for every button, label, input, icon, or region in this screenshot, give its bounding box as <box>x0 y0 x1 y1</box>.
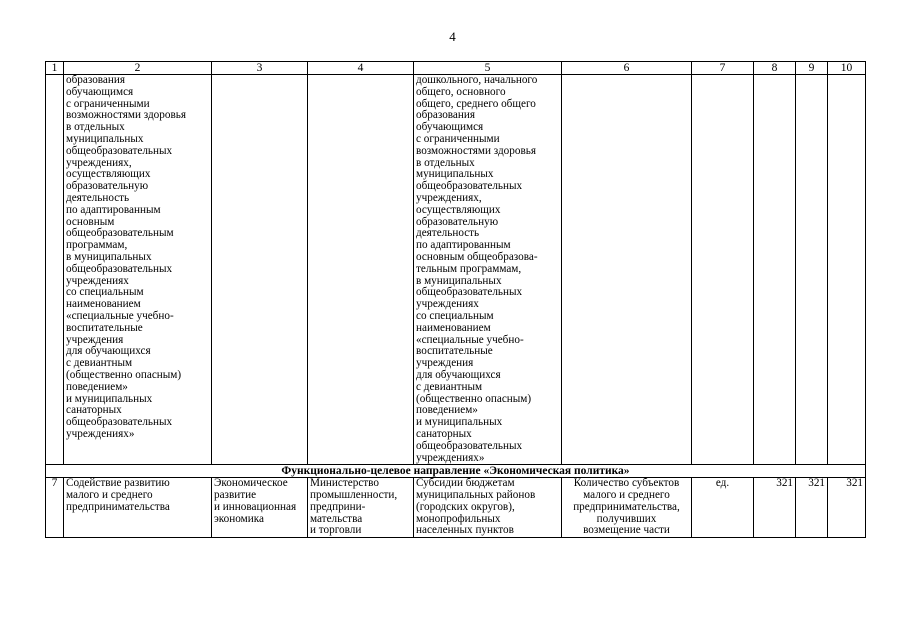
table-cell: Количество субъектов малого и среднего предпринимательства, получивших возмещение части <box>562 478 692 538</box>
table-cell <box>212 75 308 465</box>
table-cell: 321 <box>754 478 796 538</box>
row-number: 7 <box>46 478 64 538</box>
table-cell: Экономическое развитие и инновационная экономика <box>212 478 308 538</box>
table-cell: 321 <box>796 478 828 538</box>
table-cell: Субсидии бюджетам муниципальных районов (городских округов), монопрофильных населенных пунктов <box>414 478 562 538</box>
data-table <box>45 61 866 538</box>
table-cell: Содействие развитию малого и среднего предпринимательства <box>64 478 212 538</box>
header-cell: 2 <box>64 62 212 75</box>
table-cell <box>562 75 692 465</box>
header-cell: 1 <box>46 62 64 75</box>
header-cell: 4 <box>308 62 414 75</box>
table-cell: ед. <box>692 478 754 538</box>
section-row <box>46 465 866 478</box>
table-cell: 321 <box>828 478 866 538</box>
section-title: Функционально-целевое направление «Экономическая политика» <box>46 465 866 478</box>
table-cell <box>46 75 64 465</box>
header-cell: 3 <box>212 62 308 75</box>
table-row <box>46 478 866 538</box>
header-cell: 10 <box>828 62 866 75</box>
table-cell <box>692 75 754 465</box>
table-cell <box>754 75 796 465</box>
table-cell: образования обучающимся с ограниченными возможностями здоровья в отдельных муниципальных общеобразовательных учреждениях, осуществляющих образовательную деятельность по адаптированным основным общеобразовательным программам, в муниципальных общеобразовательных учреждениях со специальным наименованием «специальные учебно- воспитательные учреждения для обучающихся с девиантным (общественно опасным) поведением» и муниципальных санаторных общеобразовательных учреждениях» <box>64 75 212 465</box>
table-header-row <box>46 62 866 75</box>
table-cell <box>796 75 828 465</box>
table-cell: Министерство промышленности, предприни- мательства и торговли <box>308 478 414 538</box>
header-cell: 7 <box>692 62 754 75</box>
table-row <box>46 75 866 465</box>
page-number: 4 <box>449 29 456 44</box>
header-cell: 5 <box>414 62 562 75</box>
header-cell: 9 <box>796 62 828 75</box>
table-cell <box>308 75 414 465</box>
table-cell <box>828 75 866 465</box>
table-cell: дошкольного, начального общего, основного общего, среднего общего образования обучающимся с ограниченными возможностями здоровья в отдельных муниципальных общеобразовательных учреждениях, осуществляющих образовательную деятельность по адаптированным основным общеобразова- тельным программам, в муниципальных общеобразовательных учреждениях со специальным наименованием «специальные учебно- воспитательные учреждения для обучающихся с девиантным (общественно опасным) поведением» и муниципальных санаторных общеобразовательных учреждениях» <box>414 75 562 465</box>
header-cell: 8 <box>754 62 796 75</box>
header-cell: 6 <box>562 62 692 75</box>
